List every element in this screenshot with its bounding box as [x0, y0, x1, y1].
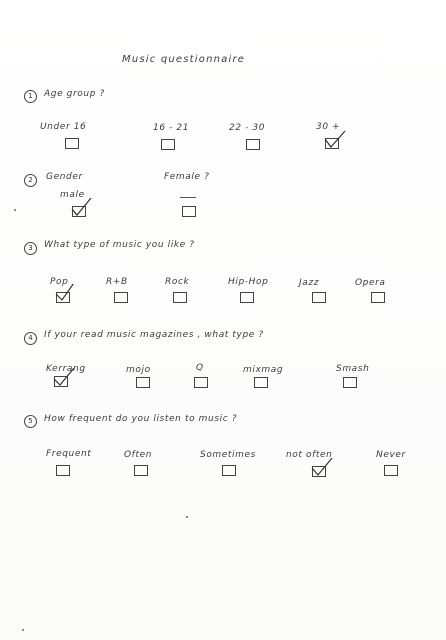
q3-option-jazz-checkbox[interactable]: [312, 292, 326, 303]
pen-dot: [186, 516, 188, 518]
q5-option-notoften-checkbox[interactable]: [312, 466, 326, 477]
q4-option-mojo-checkbox[interactable]: [136, 377, 150, 388]
q3-option-label: Jazz: [299, 278, 320, 288]
question-4-number: 4: [24, 332, 37, 345]
q1-option-22-30-checkbox[interactable]: [246, 139, 260, 150]
q5-option-label: Sometimes: [200, 450, 256, 460]
question-3-number: 3: [24, 242, 37, 255]
question-4-text: If your read music magazines , what type ?: [44, 330, 264, 340]
q3-option-label: Rock: [165, 277, 190, 287]
question-5-number: 5: [24, 415, 37, 428]
q1-option-label: Under 16: [40, 122, 87, 132]
q2-option-male-checkbox[interactable]: [72, 206, 86, 217]
pen-dot: [14, 209, 16, 211]
question-2-text-2: Female ?: [164, 172, 210, 182]
q5-option-frequent-checkbox[interactable]: [56, 465, 70, 476]
q4-option-label: mojo: [126, 365, 151, 375]
question-1-number: 1: [24, 90, 37, 103]
question-3-text: What type of music you like ?: [44, 240, 195, 250]
q4-option-kerrang-checkbox[interactable]: [54, 376, 68, 387]
q1-option-label: 30 +: [316, 122, 341, 132]
check-mark-icon: [311, 458, 333, 478]
question-1-text: Age group ?: [44, 89, 105, 99]
q5-option-never-checkbox[interactable]: [384, 465, 398, 476]
question-2-number: 2: [24, 174, 37, 187]
question-5-text: How frequent do you listen to music ?: [44, 414, 238, 424]
q4-option-label: Smash: [336, 364, 370, 374]
check-mark-icon: [53, 368, 75, 388]
q1-option-label: 22 - 30: [229, 123, 266, 133]
q3-option-opera-checkbox[interactable]: [371, 292, 385, 303]
q5-option-label: Never: [376, 450, 406, 460]
scribble-mark: [180, 191, 196, 198]
q3-option-hiphop-checkbox[interactable]: [240, 292, 254, 303]
q3-option-label: Pop: [50, 277, 69, 287]
q3-option-pop-checkbox[interactable]: [56, 292, 70, 303]
q5-option-label: not often: [286, 450, 333, 460]
q4-option-q-checkbox[interactable]: [194, 377, 208, 388]
q1-option-16-21-checkbox[interactable]: [161, 139, 175, 150]
q2-option-label: male: [60, 190, 85, 200]
question-2-text: Gender: [46, 172, 83, 182]
q5-option-often-checkbox[interactable]: [134, 465, 148, 476]
q3-option-rock-checkbox[interactable]: [173, 292, 187, 303]
q5-option-label: Often: [124, 450, 153, 460]
q1-option-30plus-checkbox[interactable]: [325, 138, 339, 149]
q5-option-label: Frequent: [46, 449, 92, 459]
q4-option-label: Q: [196, 363, 204, 373]
q4-option-label: Kerrang: [46, 364, 86, 374]
check-mark-icon: [71, 198, 93, 218]
q3-option-label: Opera: [355, 278, 386, 288]
q1-option-label: 16 - 21: [153, 123, 190, 133]
q2-option-female-checkbox[interactable]: [182, 206, 196, 217]
pen-dot: [22, 629, 24, 631]
check-mark-icon: [324, 130, 346, 150]
q4-option-smash-checkbox[interactable]: [343, 377, 357, 388]
q1-option-under16-checkbox[interactable]: [65, 138, 79, 149]
q3-option-label: Hip-Hop: [228, 277, 269, 287]
q3-option-rnb-checkbox[interactable]: [114, 292, 128, 303]
page-title: Music questionnaire: [122, 54, 246, 65]
q4-option-label: mixmag: [243, 365, 284, 375]
q3-option-label: R+B: [106, 277, 128, 287]
q5-option-sometimes-checkbox[interactable]: [222, 465, 236, 476]
q4-option-mixmag-checkbox[interactable]: [254, 377, 268, 388]
check-mark-icon: [55, 284, 77, 304]
